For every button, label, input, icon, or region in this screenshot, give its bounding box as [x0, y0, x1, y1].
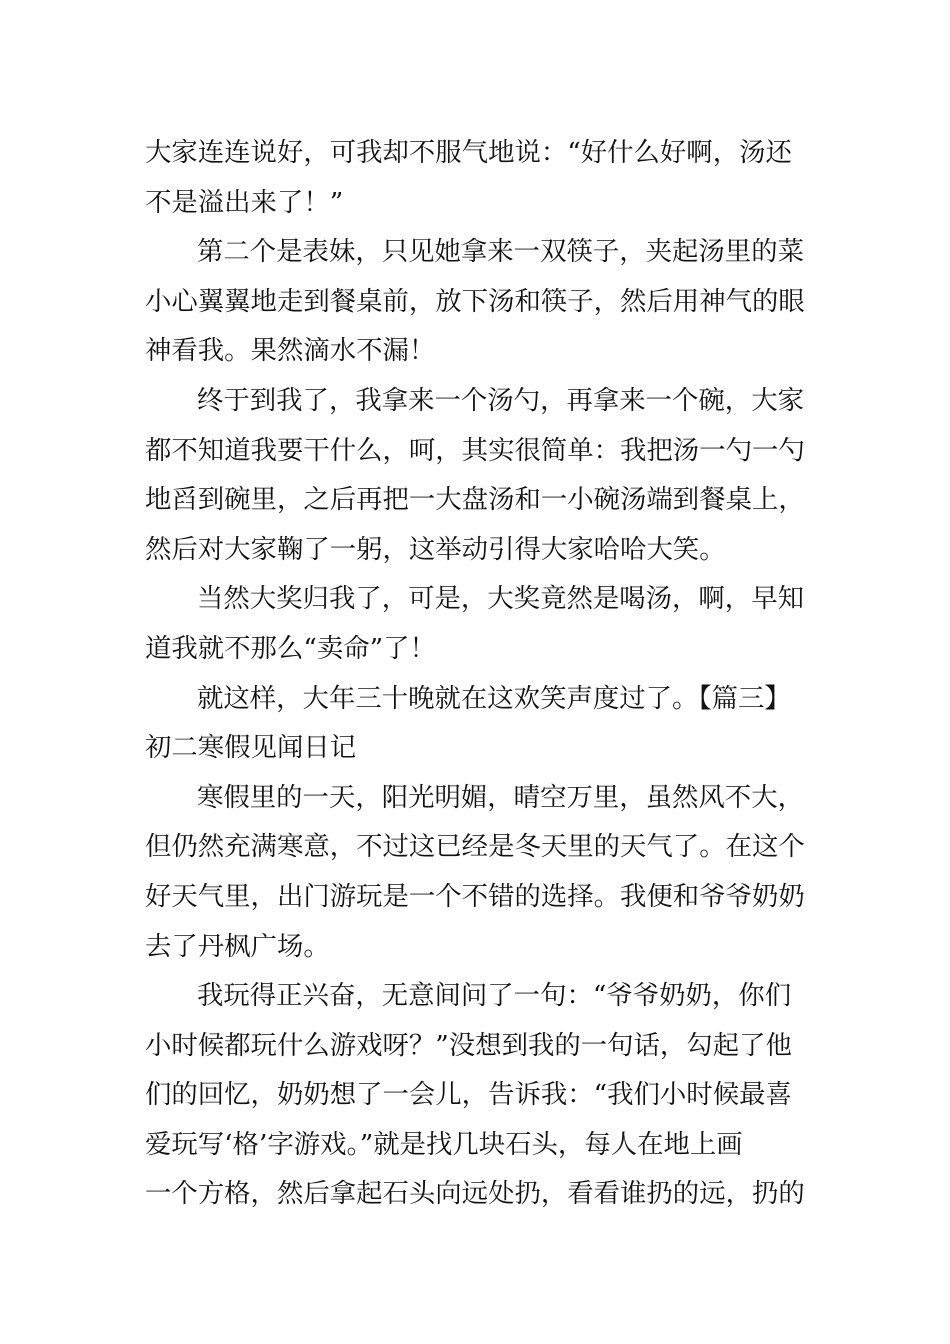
text-line: 好天气里，出门游玩是一个不错的选择。我便和爷爷奶奶: [145, 880, 805, 912]
text-line: 但仍然充满寒意，不过这已经是冬天里的天气了。在这个: [145, 831, 805, 863]
body-text: [145, 128, 810, 1219]
text-line: 不是溢出来了！”: [145, 186, 344, 218]
text-line: 神看我。果然滴水不漏！: [145, 335, 436, 367]
text-line: 第二个是表妹，只见她拿来一双筷子，夹起汤里的菜: [197, 236, 804, 268]
text-line: 当然大奖归我了，可是，大奖竟然是喝汤，啊，早知: [197, 583, 804, 615]
text-line: 我玩得正兴奋，无意间问了一句：“爷爷奶奶，你们: [197, 980, 792, 1012]
text-line: 就这样，大年三十晚就在这欢笑声度过了。【篇三】: [197, 682, 791, 714]
text-line: 一个方格，然后拿起石头向远处扔，看看谁扔的远，扔的: [145, 1178, 805, 1210]
text-line: 小时候都玩什么游戏呀？”没想到我的一句话，勾起了他: [145, 1029, 792, 1061]
text-line: 爱玩写‘格’字游戏。”就是找几块石头，每人在地上画: [145, 1128, 743, 1160]
text-line: 然后对大家鞠了一躬，这举动引得大家哈哈大笑。: [145, 533, 726, 565]
text-line: 小心翼翼地走到餐桌前，放下汤和筷子，然后用神气的眼: [145, 285, 805, 317]
text-line: 寒假里的一天，阳光明媚，晴空万里，虽然风不大，: [197, 781, 804, 813]
text-line: 都不知道我要干什么，呵，其实很简单：我把汤一勺一勺: [145, 434, 805, 466]
text-line: 们的回忆，奶奶想了一会儿，告诉我：“我们小时候最喜: [145, 1079, 792, 1111]
text-line: 地舀到碗里，之后再把一大盘汤和一小碗汤端到餐桌上，: [145, 484, 805, 516]
text-line: 去了丹枫广场。: [145, 930, 330, 962]
text-line: 道我就不那么“卖命”了！: [145, 632, 436, 664]
text-line: 终于到我了，我拿来一个汤勺，再拿来一个碗，大家: [197, 384, 804, 416]
text-line: 初二寒假见闻日记: [145, 732, 357, 764]
text-line: 大家连连说好，可我却不服气地说：“好什么好啊，汤还: [145, 137, 792, 168]
